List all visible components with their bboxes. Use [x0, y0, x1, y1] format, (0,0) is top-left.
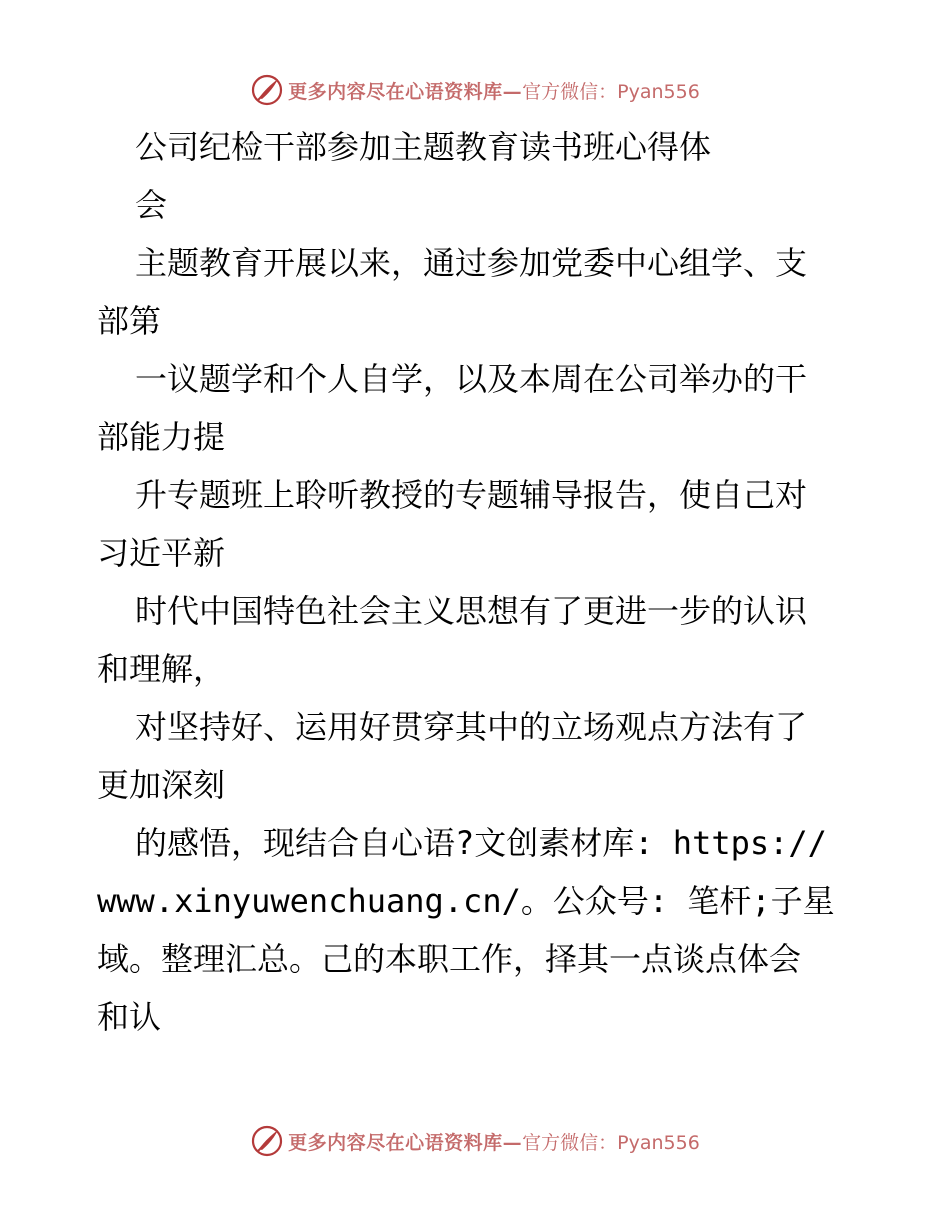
quill-pen-logo-icon [250, 1124, 284, 1158]
banner-wechat: 官方微信：Pyan556 [522, 1131, 700, 1154]
paragraph-line: 主题教育开展以来，通过参加党委中心组学、支 [135, 244, 808, 282]
banner-wechat: 官方微信：Pyan556 [522, 80, 700, 103]
paragraph-line: 时代中国特色社会主义思想有了更进一步的认识 [135, 592, 808, 630]
paragraph-line: 部第 [97, 302, 162, 340]
paragraph-line: 部能力提 [97, 418, 226, 456]
paragraph-line: 习近平新 [97, 534, 226, 572]
quill-pen-logo-icon [250, 73, 284, 107]
banner-text: 更多内容尽在心语资料库— [288, 80, 523, 103]
paragraph-line: 和认 [97, 998, 162, 1036]
paragraph-line: 升专题班上聆听教授的专题辅导报告，使自己对 [135, 476, 808, 514]
paragraph-line: 域。整理汇总。己的本职工作，择其一点谈点体会 [97, 940, 802, 978]
paragraph-line: 对坚持好、运用好贯穿其中的立场观点方法有了 [135, 708, 808, 746]
footer-banner [0, 1121, 950, 1161]
banner-text: 更多内容尽在心语资料库— [288, 1131, 523, 1154]
document-title-line-1: 公司纪检干部参加主题教育读书班心得体 [135, 128, 712, 166]
header-banner [0, 70, 950, 110]
paragraph-line: 和理解， [97, 650, 226, 688]
paragraph-line: 的感悟，现结合自心语?文创素材库: https:// [135, 824, 827, 862]
paragraph-line: 更加深刻 [97, 766, 226, 804]
document-body [97, 124, 857, 1052]
document-title-line-2: 会 [135, 186, 168, 224]
paragraph-line: 一议题学和个人自学，以及本周在公司举办的干 [135, 360, 808, 398]
paragraph-line: www.xinyuwenchuang.cn/。公众号: 笔杆;子星 [97, 882, 835, 920]
